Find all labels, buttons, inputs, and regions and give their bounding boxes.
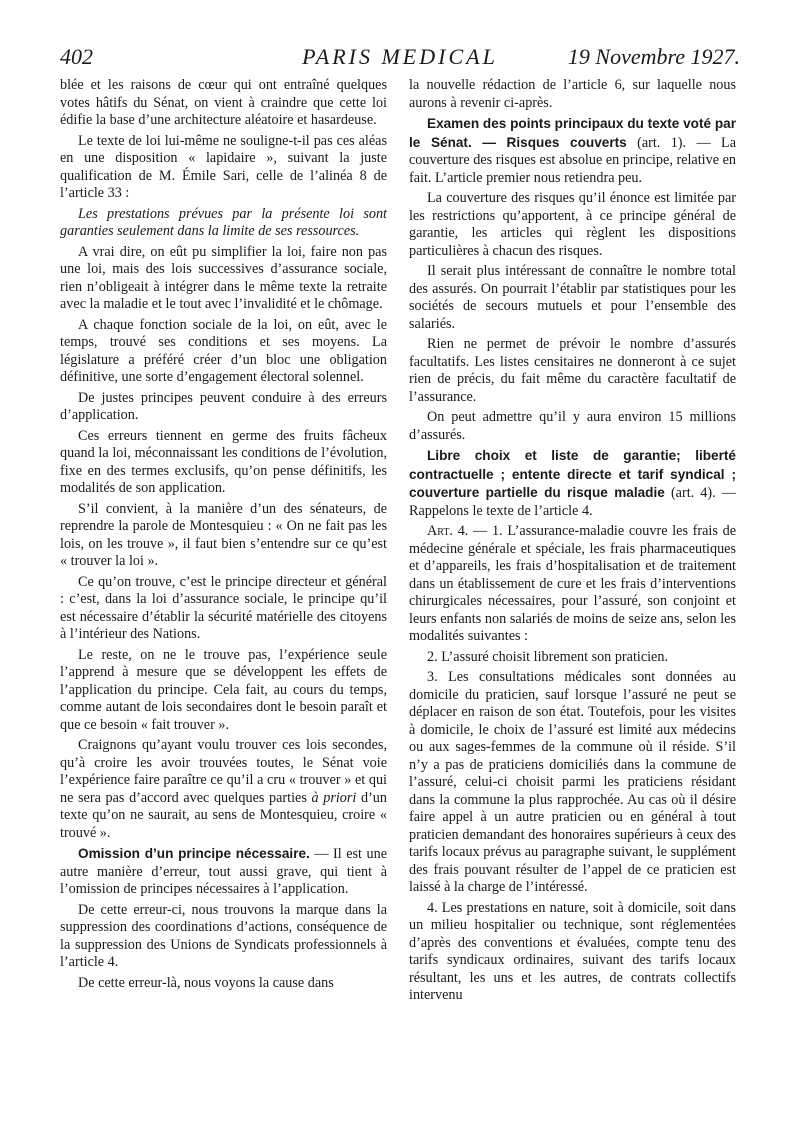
text-run: 4. — 1. L’assurance-maladie couvre les frais de médecine générale et spéciale, les frais pharmaceutiques et d’appareils, les frais d’hospitalisation et de traitement dans un établissement de cure et les frais d’interventions chirurgicales nécessaires, pour l’assuré, son conjoint et leurs enfants non salariés de moins de seize ans, selon les modalités suivantes : [409, 523, 736, 644]
article-paragraph [409, 523, 736, 646]
paragraph: On peut admettre qu’il y aura environ 15 millions d’assurés. [409, 409, 736, 443]
journal-title: PARIS MEDICAL [302, 44, 498, 69]
paragraph: De justes principes peuvent conduire à des erreurs d’application. [60, 389, 387, 423]
paragraph: La couverture des risques qu’il énonce est limitée par les restrictions qu’apportent, à ce principe général de garantie, les articles qui règlent les dispositions particulières à chacun des risques. [409, 190, 736, 259]
paragraph: blée et les raisons de cœur qui ont entraîné quelques votes hâtifs du Sénat, on vient à craindre que cette loi édifie la base d’une architecture aléatoire et hasardeuse. [60, 77, 387, 128]
text-run: d’un texte qu’on ne saurait, au sens de Montesquieu, croire « trouvé ». [60, 789, 387, 841]
section-heading: Omission d’un principe nécessaire. [78, 846, 310, 861]
issue-date: 19 Novembre 1927. [567, 44, 740, 69]
paragraph: A vrai dire, on eût pu simplifier la loi, faire non pas une loi, mais des lois successives d’assurance sociale, rien n’obligeait à intégrer dans le même texte la retraite avec la maladie et le tout avec l’invalidité et le chômage. [60, 243, 387, 312]
italic-term: à priori [311, 789, 357, 806]
paragraph: A chaque fonction sociale de la loi, on eût, avec le temps, trouvé ses conditions et ses moyens. La législature a préféré créer d’un bloc une obligation définitive, une sorte d’engagement électoral solennel. [60, 316, 387, 385]
paragraph [60, 737, 387, 842]
paragraph: Rien ne permet de prévoir le nombre d’assurés facultatifs. Les listes censitaires ne donneront à ce sujet rien de précis, du fait même du caractère facultatif de l’assurance. [409, 336, 736, 405]
text-run: — Il est une autre manière d’erreur, tout aussi grave, qui tient à l’omission de principes nécessaires à l’application. [60, 846, 387, 897]
text-run: Craignons qu’ayant voulu trouver ces lois secondes, qu’à croire les avoir trouvées toutes, le Sénat voie l’expérience faire paraître ce qu’il a cru « trouver » et qui ne sera pas d’accord avec quelques parties [60, 737, 387, 806]
page-number: 402 [60, 44, 93, 69]
right-column [409, 77, 736, 1008]
paragraph: De cette erreur-là, nous voyons la cause dans [78, 974, 334, 991]
paragraph: S’il convient, à la manière d’un des sénateurs, de reprendre la parole de Montesquieu : « On ne fait pas les lois, on les trouve », il faut bien s’entendre sur ce qu’est « trouver la loi ». [60, 500, 387, 569]
paragraph: Ces erreurs tiennent en germe des fruits fâcheux quand la loi, méconnaissant les conditions de l’évolution, fixe en des termes exclusifs, qu’on pense définitifs, les modalités de son application. [60, 427, 387, 496]
article-label: Art. [427, 523, 453, 539]
section-paragraph [409, 447, 736, 520]
section-paragraph [409, 115, 736, 187]
paragraph: 3. Les consultations médicales sont données au domicile du praticien, sauf lorsque l’assuré ne peut se déplacer en raison de son état. Toutefois, pour les visites à domicile, le choix de l’assuré est limité aux médecins ou aux sages-femmes de la commune où il réside. S’il n’y a pas de praticiens domiciliés dans la commune de l’assuré, celui-ci choisit parmi les praticiens résidant dans la commune la plus rapprochée. Au cas où il désire faire appel à un autre praticien ou en général à tout praticien demandant des honoraires supérieurs à ceux des tarifs locaux prévus au paragraphe suivant, le supplément des frais pouvant résulter de l’appel de ce praticien est laissé à la charge de l’intéressé. [409, 669, 736, 895]
section-heading: Libre choix et liste de garantie; liberté contractuelle ; entente directe et tarif syndical ; couverture partielle du risque maladie [409, 448, 736, 500]
quoted-article: Les prestations prévues par la présente loi sont garanties seulement dans la limite de ses ressources. [60, 205, 387, 239]
paragraph: 2. L’assuré choisit librement son praticien. [427, 648, 668, 665]
paragraph: 4. Les prestations en nature, soit à domicile, soit dans un milieu hospitalier ou technique, sont réglementées d’après des conventions et évaluées, compte tenu des tarifs syndicaux ordinaires, suivant des tarifs locaux résultant, les uns et les autres, de contrats collectifs intervenu [409, 899, 736, 1003]
text-run: (art. 1). — La couverture des risques est absolue en principe, relative en fait. L’article premier nous retiendra peu. [409, 134, 736, 186]
paragraph: De cette erreur-ci, nous trouvons la marque dans la suppression des coordinations d’actions, conséquence de la suppression des Unions de Syndicats professionnels à l’article 4. [60, 901, 387, 970]
running-header [60, 44, 740, 70]
section-heading: Examen des points principaux du texte voté par le Sénat. — Risques couverts [409, 116, 736, 150]
paragraph: Le texte de loi lui-même ne souligne-t-il pas ces aléas en une disposition « lapidaire », suivant la juste qualification de M. Émile Sari, celle de l’alinéa 8 de l’article 33 : [60, 132, 387, 201]
section-paragraph [60, 845, 387, 899]
paragraph: Ce qu’on trouve, c’est le principe directeur et général : c’est, dans la loi d’assurance sociale, le principe qu’il est nécessaire d’établir la sécurité matérielle des citoyens à l’intérieur des Nations. [60, 573, 387, 642]
paragraph: Le reste, on ne le trouve pas, l’expérience seule l’apprend à mesure que se développent les effets de l’application du principe. Cela fait, au cours du temps, comme autant de lois secondaires dont le besoin paraît et que ce besoin « fait trouver ». [60, 646, 387, 733]
text-run: (art. 4). — Rappelons le texte de l’article 4. [409, 485, 736, 519]
paragraph: la nouvelle rédaction de l’article 6, sur laquelle nous aurons à revenir ci-après. [409, 77, 736, 111]
left-column [60, 77, 387, 995]
paragraph: Il serait plus intéressant de connaître le nombre total des assurés. On pourrait l’établir par statistiques pour les sociétés de secours mutuels et pour l’ensemble des salariés. [409, 263, 736, 332]
